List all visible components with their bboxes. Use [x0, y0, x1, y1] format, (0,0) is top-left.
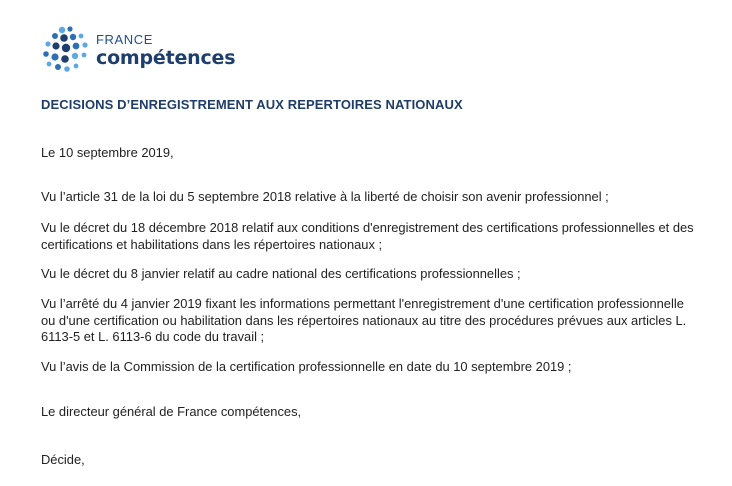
- director-line: Le directeur général de France compétences,: [41, 404, 302, 419]
- logo-dots-icon: [40, 24, 94, 76]
- france-competences-logo: [40, 22, 235, 78]
- consideration-2: Vu le décret du 18 décembre 2018 relatif aux conditions d'enregistrement des certifications professionnelles et des certifications et habilitations dans les répertoires nationaux ;: [41, 220, 694, 252]
- date-line: Le 10 septembre 2019,: [41, 145, 174, 160]
- consideration-5: Vu l’avis de la Commission de la certification professionnelle en date du 10 septembre 2019 ;: [41, 359, 572, 374]
- document-title: DECISIONS D’ENREGISTREMENT AUX REPERTOIRES NATIONAUX: [41, 97, 463, 112]
- consideration-3: Vu le décret du 8 janvier relatif au cadre national des certifications professionnelles ;: [41, 266, 521, 281]
- logo-line-france: FRANCE: [96, 31, 154, 47]
- consideration-1: Vu l’article 31 de la loi du 5 septembre 2018 relative à la liberté de choisir son avenir professionnel ;: [41, 189, 609, 204]
- consideration-4: Vu l’arrêté du 4 janvier 2019 fixant les informations permettant l'enregistrement d'une certification professionnelle ou d'une certification ou habilitation dans les répertoires nationaux au titre des procédures prévues aux articles L. 6113-5 et L. 6113-6 du code du travail ;: [41, 296, 687, 344]
- decides-line: Décide,: [41, 452, 85, 467]
- logo-wordmark: [96, 32, 235, 69]
- logo-line-competences: compétences: [96, 46, 236, 69]
